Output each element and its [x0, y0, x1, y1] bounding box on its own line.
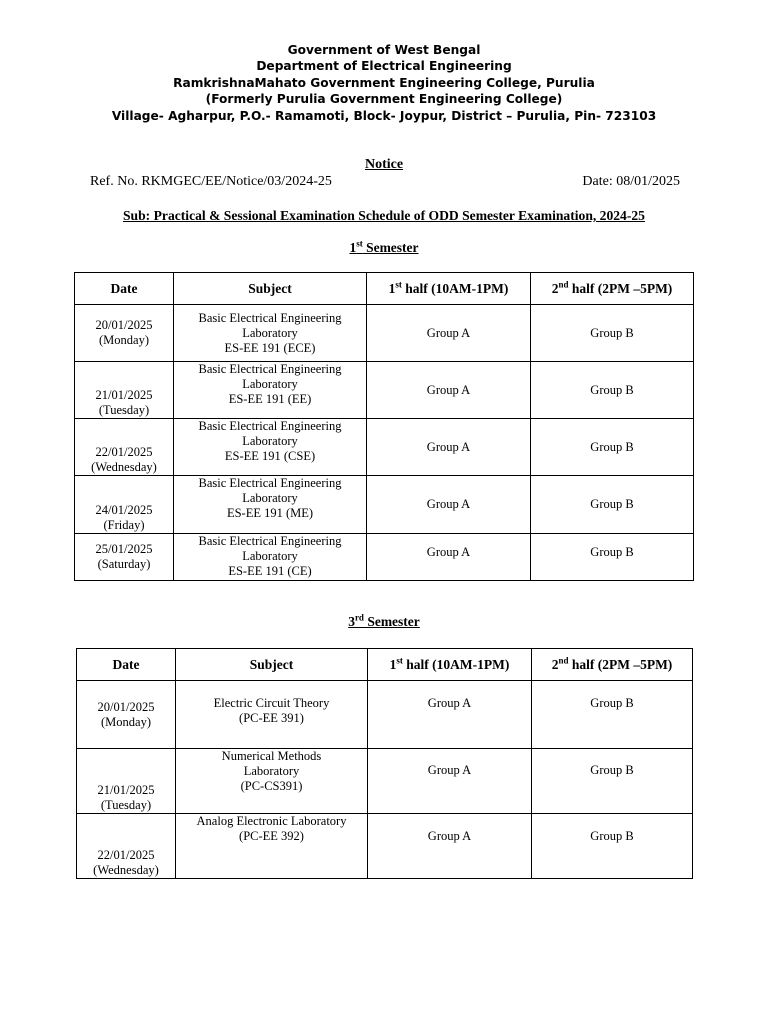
semester-1-schedule-table	[74, 272, 694, 581]
header-address: Village- Agharpur, P.O.- Ramamoti, Block- Joypur, District – Purulia, Pin- 723103	[111, 108, 657, 123]
first-half-cell: Group A	[368, 681, 532, 749]
subject-cell: Basic Electrical Engineering Laboratory ES-EE 191 (CE)	[174, 534, 367, 581]
subject-cell: Basic Electrical Engineering Laboratory ES-EE 191 (EE)	[174, 362, 367, 419]
first-half-cell: Group A	[367, 476, 531, 534]
date-cell: 21/01/2025 (Tuesday)	[75, 362, 174, 419]
notice-date: Date: 08/01/2025	[582, 174, 680, 189]
subject-cell: Electric Circuit Theory (PC-EE 391)	[176, 681, 368, 749]
column-header-date: Date	[75, 273, 174, 305]
table-row	[77, 681, 693, 749]
notice-subject: Sub: Practical & Sessional Examination Schedule of ODD Semester Examination, 2024-25	[123, 208, 645, 223]
second-half-cell: Group B	[532, 681, 693, 749]
first-half-cell: Group A	[368, 749, 532, 814]
column-header-first-half: 1st half (10AM-1PM)	[367, 273, 531, 305]
column-header-first-half: 1st half (10AM-1PM)	[368, 649, 532, 681]
header-government: Government of West Bengal	[287, 43, 481, 57]
table-row	[75, 476, 694, 534]
table-row	[77, 749, 693, 814]
table-header-row	[77, 649, 693, 681]
date-cell: 20/01/2025 (Monday)	[75, 305, 174, 362]
semester-1-suffix: st	[356, 238, 363, 249]
second-half-cell: Group B	[532, 749, 693, 814]
header-former-name: (Formerly Purulia Government Engineering College)	[205, 92, 563, 107]
first-half-cell: Group A	[367, 419, 531, 476]
date-cell: 24/01/2025 (Friday)	[75, 476, 174, 534]
reference-number: Ref. No. RKMGEC/EE/Notice/03/2024-25	[90, 174, 332, 189]
second-half-cell: Group B	[532, 814, 693, 879]
table-row	[75, 419, 694, 476]
second-half-cell: Group B	[531, 534, 694, 581]
semester-3-title	[0, 614, 768, 630]
column-header-subject: Subject	[176, 649, 368, 681]
subject-cell: Basic Electrical Engineering Laboratory ES-EE 191 (ME)	[174, 476, 367, 534]
first-half-cell: Group A	[367, 362, 531, 419]
second-half-cell: Group B	[531, 419, 694, 476]
letterhead	[0, 42, 768, 124]
subject-cell: Basic Electrical Engineering Laboratory ES-EE 191 (ECE)	[174, 305, 367, 362]
second-half-cell: Group B	[531, 362, 694, 419]
notice-title: Notice	[364, 157, 404, 172]
semester-3-schedule-table	[76, 648, 693, 879]
table-row	[77, 814, 693, 879]
column-header-second-half: 2nd half (2PM –5PM)	[531, 273, 694, 305]
table-row	[75, 305, 694, 362]
first-half-cell: Group A	[367, 305, 531, 362]
semester-1-title	[0, 240, 768, 256]
first-half-cell: Group A	[368, 814, 532, 879]
subject-cell: Basic Electrical Engineering Laboratory ES-EE 191 (CSE)	[174, 419, 367, 476]
subject-cell: Numerical Methods Laboratory (PC-CS391)	[176, 749, 368, 814]
date-cell: 22/01/2025 (Wednesday)	[77, 814, 176, 879]
semester-1-label: Semester	[362, 240, 419, 255]
first-half-cell: Group A	[367, 534, 531, 581]
semester-1-number: 1	[349, 240, 357, 255]
column-header-date: Date	[77, 649, 176, 681]
date-cell: 21/01/2025 (Tuesday)	[77, 749, 176, 814]
second-half-cell: Group B	[531, 305, 694, 362]
date-cell: 22/01/2025 (Wednesday)	[75, 419, 174, 476]
semester-3-suffix: rd	[354, 612, 364, 623]
date-cell: 20/01/2025 (Monday)	[77, 681, 176, 749]
header-department: Department of Electrical Engineering	[256, 59, 512, 74]
column-header-second-half: 2nd half (2PM –5PM)	[532, 649, 693, 681]
date-cell: 25/01/2025 (Saturday)	[75, 534, 174, 581]
column-header-subject: Subject	[174, 273, 367, 305]
table-header-row	[75, 273, 694, 305]
semester-3-label: Semester	[363, 614, 420, 629]
second-half-cell: Group B	[531, 476, 694, 534]
header-college: RamkrishnaMahato Government Engineering College, Purulia	[173, 75, 595, 90]
table-row	[75, 362, 694, 419]
semester-3-number: 3	[348, 614, 355, 629]
subject-cell: Analog Electronic Laboratory (PC-EE 392)	[176, 814, 368, 879]
table-row	[75, 534, 694, 581]
